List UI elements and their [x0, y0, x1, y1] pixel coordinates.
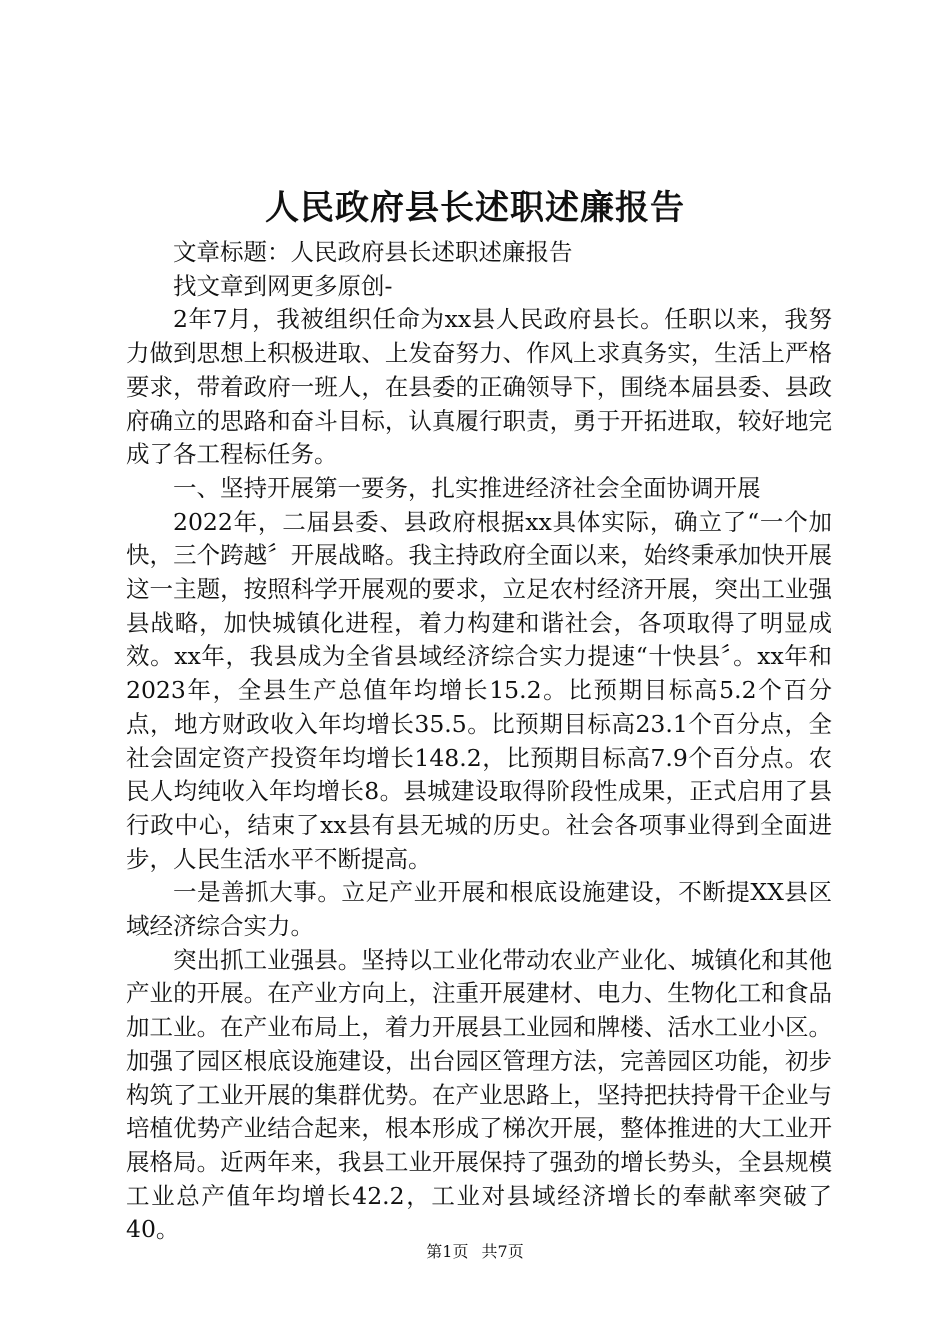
body-paragraph: 一是善抓大事。立足产业开展和根底设施建设，不断提XX县区域经济综合实力。: [126, 878, 832, 941]
article-title-line: 文章标题：人民政府县长述职述廉报告: [173, 238, 573, 266]
source-line: 找文章到网更多原创-: [173, 271, 393, 300]
document-title: 人民政府县长述职述廉报告: [265, 188, 685, 228]
document-body: [126, 236, 832, 1247]
intro-paragraph: 2年7月，我被组织任命为xx县人民政府县长。任职以来，我努力做到思想上积极进取、上发奋努力、作风上求真务实，生活上严格要求，带着政府一班人，在县委的正确领导下，围绕本届县委、县政府确立的思路和奋斗目标，认真履行职责，勇于开拓进取，较好地完成了各工程标任务。: [126, 305, 832, 469]
page-number: 第1页: [426, 1242, 469, 1261]
body-paragraph: 突出抓工业强县。坚持以工业化带动农业产业化、城镇化和其他产业的开展。在产业方向上，注重开展建材、电力、生物化工和食品加工业。在产业布局上，着力开展县工业园和牌楼、活水工业小区。加强了园区根底设施建设，出台园区管理方法，完善园区功能，初步构筑了工业开展的集群优势。在产业思路上，坚持把扶持骨干企业与培植优势产业结合起来，根本形成了梯次开展，整体推进的大工业开展格局。近两年来，我县工业开展保持了强劲的增长势头，全县规模工业总产值年均增长42.2，工业对县域经济增长的奉献率突破了40。: [126, 945, 832, 1244]
section-heading: 一、坚持开展第一要务，扎实推进经济社会全面协调开展: [173, 473, 761, 502]
body-paragraph: 2022年，二届县委、县政府根据xx具体实际，确立了“一个加快，三个跨越〞开展战略。我主持政府全面以来，始终秉承加快开展这一主题，按照科学开展观的要求，立足农村经济开展，突出工业强县战略，加快城镇化进程，着力构建和谐社会，各项取得了明显成效。xx年，我县成为全省县域经济综合实力提速“十快县〞。xx年和2023年，全县生产总值年均增长15.2。比预期目标高5.2个百分点，地方财政收入年均增长35.5。比预期目标高23.1个百分点，全社会固定资产投资年均增长148.2，比预期目标高7.9个百分点。农民人均纯收入年均增长8。县城建设取得阶段性成果，正式启用了县行政中心，结束了xx县有县无城的历史。社会各项事业得到全面进步，人民生活水平不断提高。: [126, 507, 832, 873]
page-footer: [0, 1241, 950, 1263]
page-total: 共7页: [481, 1242, 524, 1261]
